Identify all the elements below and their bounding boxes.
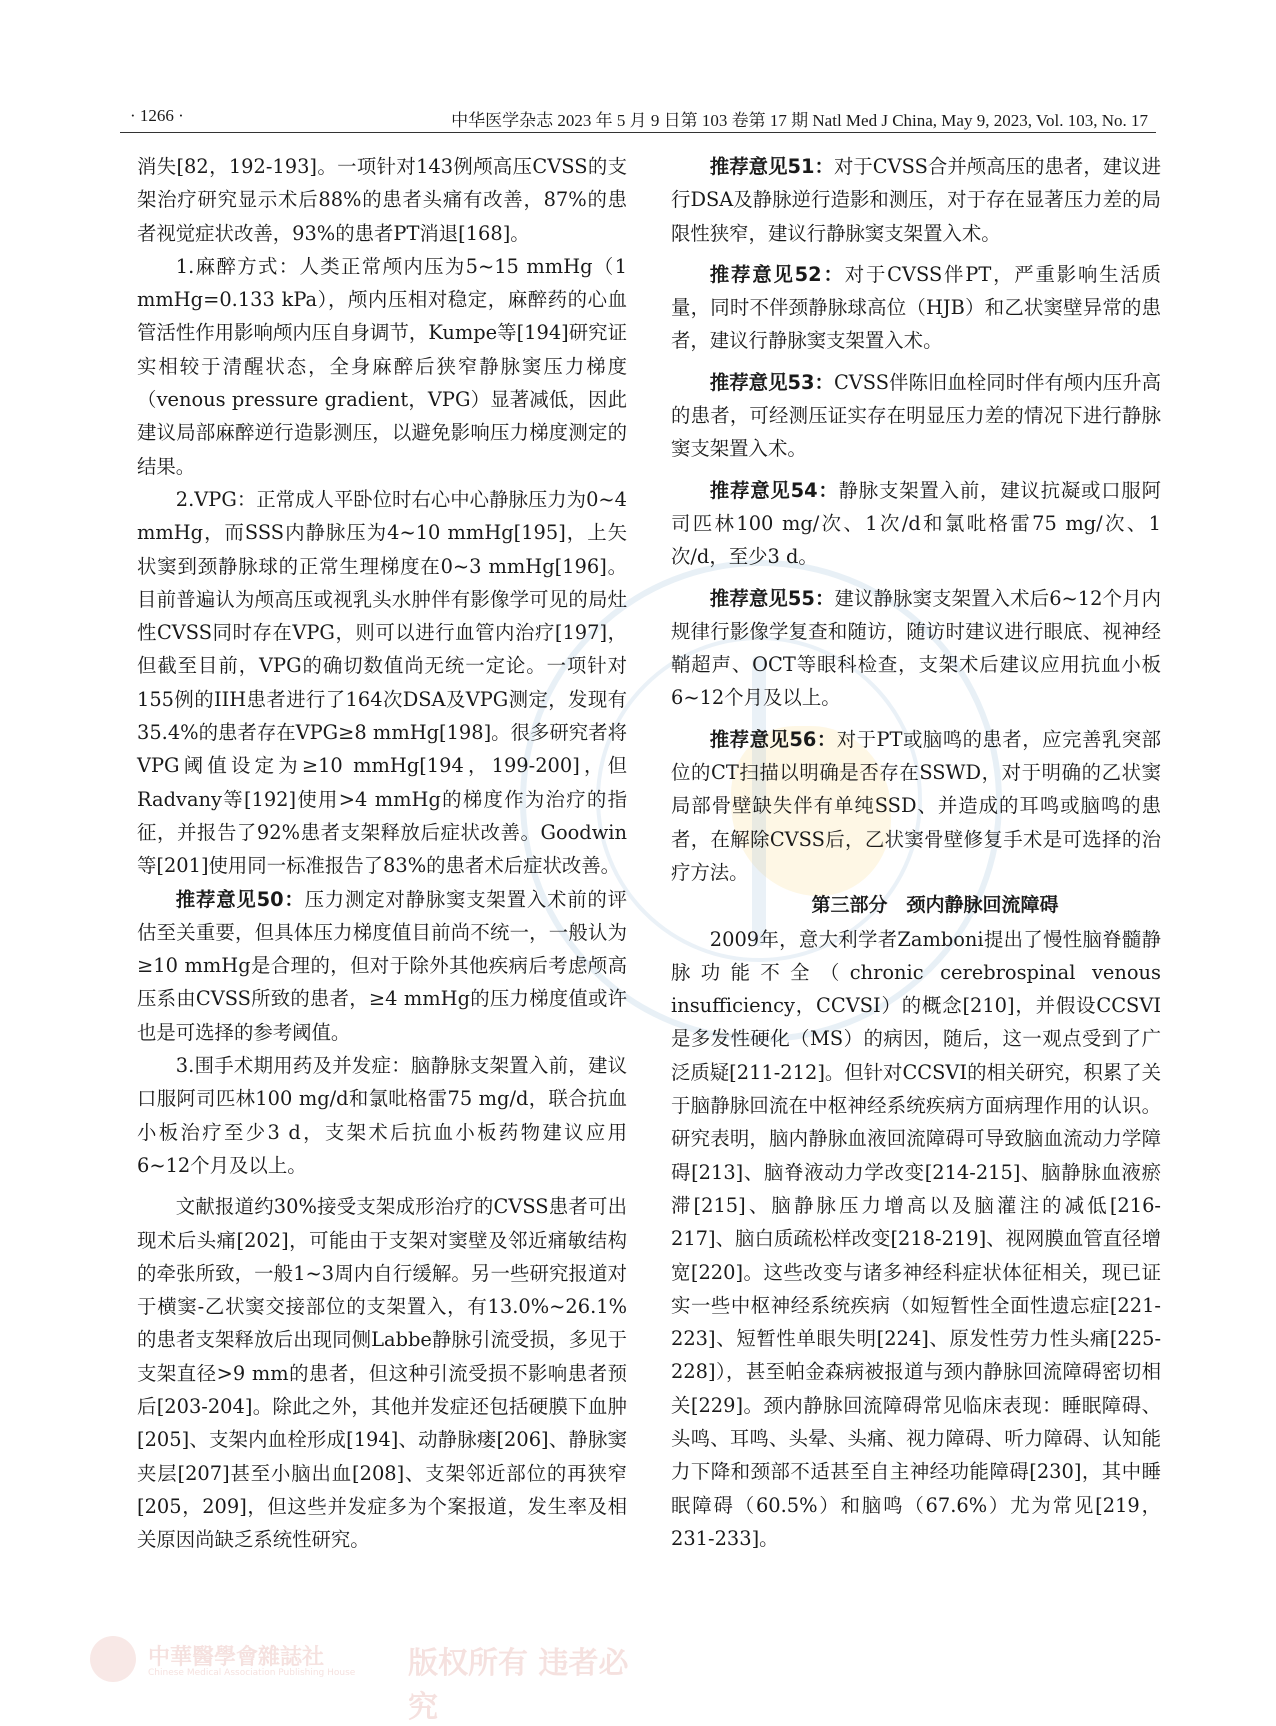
recommendation-56 — [671, 723, 1161, 889]
section-title: 第三部分 颈内静脉回流障碍 — [811, 894, 1059, 917]
recommendation-text: 对于PT或脑鸣的患者，应完善乳突部位的CT扫描以明确是否存在SSWD，对于明确的乙状窦局部骨壁缺失伴有单纯SSD、并造成的耳鸣或脑鸣的患者，在解除CVSS后，乙状窦骨壁修复手术是可选择的治疗方法。 — [671, 727, 1162, 884]
publisher-name-en: Chinese Medical Association Publishing House — [148, 1668, 356, 1678]
recommendation-text: 建议静脉窦支架置入术后6~12个月内规律行影像学复查和随访，随访时建议进行眼底、视神经鞘超声、OCT等眼科检查，支架术后建议应用抗血小板6~12个月及以上。 — [671, 586, 1161, 710]
right-column — [671, 150, 1161, 1555]
recommendation-text: 静脉支架置入前，建议抗凝或口服阿司匹林100 mg/次、1次/d和氯吡格雷75 mg/次、1次/d，至少3 d。 — [671, 478, 1162, 569]
paragraph: 3.围手术期用药及并发症：脑静脉支架置入前，建议口服阿司匹林100 mg/d和氯吡格雷75 mg/d，联合抗血小板治疗至少3 d，支架术后抗血小板药物建议应用6~12个月及以上。 — [137, 1054, 627, 1177]
recommendation-label: 推荐意见50： — [175, 887, 305, 911]
recommendation-label: 推荐意见51： — [709, 155, 834, 178]
copyright-notice: 版权所有 违者必究 — [408, 1646, 629, 1725]
running-header — [120, 104, 1156, 133]
publisher-watermark — [90, 1636, 630, 1725]
recommendation-54 — [671, 474, 1161, 574]
publisher-logo-icon — [90, 1636, 136, 1682]
recommendation-51 — [671, 150, 1161, 250]
paragraph: 消失[82，192-193]。一项针对143例颅高压CVSS的支架治疗研究显示术后88%的患者头痛有改善，87%的患者视觉症状改善，93%的患者PT消退[168]。 — [137, 155, 627, 245]
page-number: · 1266 · — [130, 106, 184, 125]
recommendation-55 — [671, 582, 1161, 715]
left-column — [137, 150, 627, 1556]
recommendation-53 — [671, 366, 1161, 466]
recommendation-text: 对于CVSS合并颅高压的患者，建议进行DSA及静脉逆行造影和测压，对于存在显著压力差的局限性狭窄，建议行静脉窦支架置入术。 — [671, 155, 1161, 245]
recommendation-label: 推荐意见55： — [709, 586, 835, 610]
paragraph: 2009年，意大利学者Zamboni提出了慢性脑脊髓静脉功能不全（chronic cerebrospinal venous insufficiency，CCVSI）的概念[210]，并假设CCSVI是多发性硬化（MS）的病因，随后，这一观点受到了广泛质疑[211-212]。但针对CCSVI的相关研究，积累了关于脑静脉回流在中枢神经系统疾病方面病理作用的认识。研究表明，脑内静脉血液回流障碍可导致脑血流动力学障碍[213]、脑脊液动力学改变[214-215]、脑静脉血液瘀滞[215]、脑静脉压力增高以及脑灌注的减低[216-217]、脑白质疏松样改变[218-219]、视网膜血管直径增宽[220]。这些改变与诸多神经科症状体征相关，现已证实一些中枢神经系统疾病（如短暂性全面性遗忘症[221-223]、短暂性单眼失明[224]、原发性劳力性头痛[225-228]），甚至帕金森病被报道与颈内静脉回流障碍密切相关[229]。颈内静脉回流障碍常见临床表现：睡眠障碍、头鸣、耳鸣、头晕、头痛、视力障碍、听力障碍、认知能力下降和颈部不适甚至自主神经功能障碍[230]，其中睡眠障碍（60.5%）和脑鸣（67.6%）尤为常见[219，231-233]。 — [671, 927, 1161, 1550]
paragraph: 文献报道约30%接受支架成形治疗的CVSS患者可出现术后头痛[202]，可能由于支架对窦壁及邻近痛敏结构的牵张所致，一般1~3周内自行缓解。另一些研究报道对于横窦-乙状窦交接部位的支架置入，有13.0%~26.1%的患者支架释放后出现同侧Labbe静脉引流受损，多见于支架直径>9 mm的患者，但这种引流受损不影响患者预后[203-204]。除此之外，其他并发症还包括硬膜下血肿[205]、支架内血栓形成[194]、动静脉瘘[206]、静脉窦夹层[207]甚至小脑出血[208]、支架邻近部位的再狭窄[205，209]，但这些并发症多为个案报道，发生率及相关原因尚缺乏系统性研究。 — [137, 1195, 627, 1552]
publisher-name: 中華醫學會雜誌社 — [148, 1645, 325, 1670]
recommendation-text: 对于CVSS伴PT，严重影响生活质量，同时不伴颈静脉球高位（HJB）和乙状窦壁异常的患者，建议行静脉窦支架置入术。 — [671, 262, 1162, 353]
recommendation-label: 推荐意见54： — [709, 478, 839, 502]
paragraph: 2.VPG：正常成人平卧位时右心中心静脉压力为0~4 mmHg，而SSS内静脉压为4~10 mmHg[195]，上矢状窦到颈静脉球的正常生理梯度在0~3 mmHg[196]。目前普遍认为颅高压或视乳头水肿伴有影像学可见的局灶性CVSS同时存在VPG，则可以进行血管内治疗[197]，但截至目前，VPG的确切数值尚无统一定论。一项针对155例的IIH患者进行了164次DSA及VPG测定，发现有35.4%的患者存在VPG≥8 mmHg[198]。很多研究者将VPG阈值设定为≥10 mmHg[194，199-200]，但Radvany等[192]使用>4 mmHg的梯度作为治疗的指征，并报告了92%患者支架释放后症状改善。Goodwin等[201]使用同一标准报告了83%的患者术后症状改善。 — [137, 487, 627, 878]
recommendation-label: 推荐意见53： — [709, 370, 834, 394]
recommendation-label: 推荐意见52： — [709, 262, 845, 286]
recommendation-text: 压力测定对静脉窦支架置入术前的评估至关重要，但具体压力梯度值目前尚不统一，一般认为≥10 mmHg是合理的，但对于除外其他疾病后考虑颅高压系由CVSS所致的患者，≥4 mmHg的压力梯度值或许也是可选择的参考阈值。 — [137, 887, 628, 1044]
recommendation-52 — [671, 258, 1161, 358]
recommendation-text: CVSS伴陈旧血栓同时伴有颅内压升高的患者，可经测压证实存在明显压力差的情况下进行静脉窦支架置入术。 — [671, 370, 1161, 461]
paragraph: 1.麻醉方式：人类正常颅内压为5~15 mmHg（1 mmHg=0.133 kPa），颅内压相对稳定，麻醉药的心血管活性作用影响颅内压自身调节，Kumpe等[194]研究证实相较于清醒状态，全身麻醉后狭窄静脉窦压力梯度（venous pressure gradient，VPG）显著减低，因此建议局部麻醉逆行造影测压，以避免影响压力梯度测定的结果。 — [137, 254, 627, 478]
recommendation-50 — [137, 883, 627, 1049]
journal-citation: 中华医学杂志 2023 年 5 月 9 日第 103 卷第 17 期 Natl Med J China, May 9, 2023, Vol. 103, No. 17 — [451, 111, 1148, 130]
recommendation-label: 推荐意见56： — [709, 727, 837, 751]
